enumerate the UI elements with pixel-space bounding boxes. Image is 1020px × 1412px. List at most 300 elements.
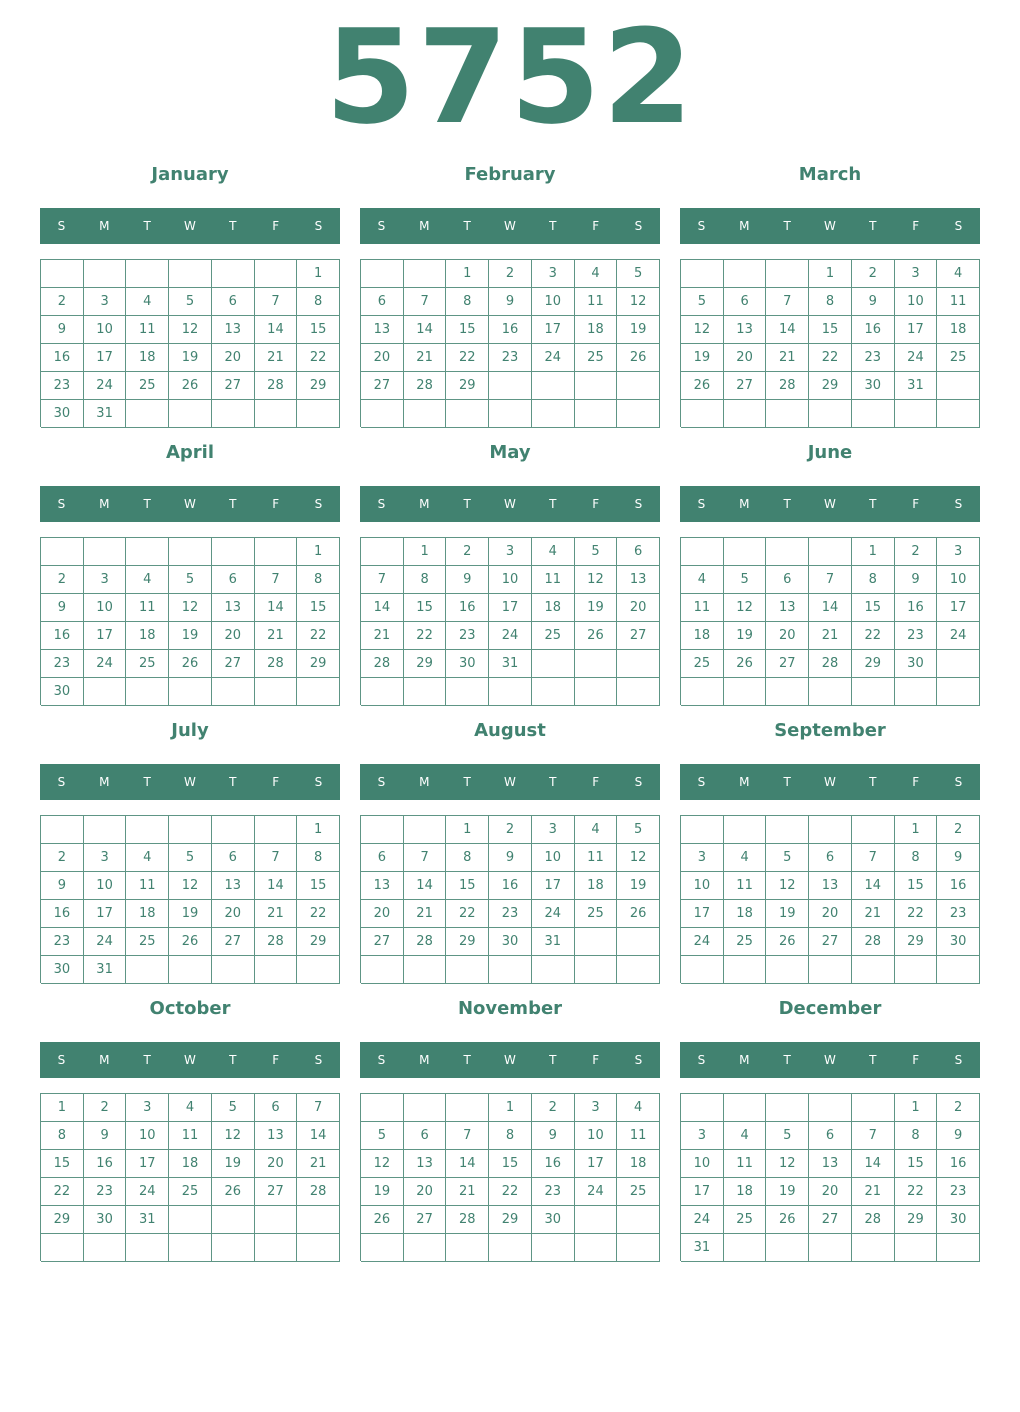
day-cell: 16 [84,1150,127,1178]
weekday-label: T [229,497,237,511]
day-cell [126,956,169,984]
day-cell: 7 [852,1122,895,1150]
week-row [361,594,660,622]
day-cell [681,956,724,984]
day-cell: 18 [126,900,169,928]
day-cell: 27 [212,650,255,678]
weekday-label: S [314,219,323,233]
day-cell: 15 [297,872,340,900]
day-cell: 21 [852,900,895,928]
day-cell [489,956,532,984]
day-cell: 17 [895,316,938,344]
weekday-label: S [57,1053,66,1067]
weekday-label: S [57,775,66,789]
week-row [361,260,660,288]
day-cell: 4 [126,288,169,316]
day-cell: 5 [617,816,660,844]
day-cell [84,260,127,288]
day-cell [361,538,404,566]
day-cell [255,956,298,984]
day-cell: 10 [681,1150,724,1178]
day-cell: 31 [681,1234,724,1262]
weekday-label: S [697,1053,706,1067]
day-cell: 20 [212,622,255,650]
day-cell: 22 [852,622,895,650]
weekday-label: S [634,219,643,233]
day-cell: 6 [361,288,404,316]
day-cell [446,956,489,984]
day-cell: 20 [617,594,660,622]
day-cell: 14 [446,1150,489,1178]
day-grid [40,259,340,427]
day-cell: 13 [255,1122,298,1150]
day-cell: 21 [255,622,298,650]
day-cell: 27 [361,928,404,956]
weekday-label: S [377,219,386,233]
day-cell: 16 [937,1150,980,1178]
day-cell [255,400,298,428]
day-cell: 19 [617,316,660,344]
day-cell [766,260,809,288]
day-cell [212,260,255,288]
week-row [41,566,340,594]
month-name: April [165,442,215,463]
day-cell: 4 [937,260,980,288]
day-cell: 2 [489,816,532,844]
weekday-header [40,764,340,800]
day-cell: 21 [404,900,447,928]
day-cell: 10 [937,566,980,594]
day-cell: 10 [532,844,575,872]
day-cell: 11 [681,594,724,622]
weekday-label: M [739,1053,750,1067]
day-cell: 4 [681,566,724,594]
day-cell: 3 [681,1122,724,1150]
day-cell: 12 [212,1122,255,1150]
day-cell: 11 [126,316,169,344]
day-cell: 17 [84,900,127,928]
day-cell: 18 [724,1178,767,1206]
weekday-label: F [272,1053,280,1067]
day-cell [41,260,84,288]
day-grid [360,1093,660,1261]
day-cell [575,956,618,984]
week-row [41,372,340,400]
day-cell: 24 [575,1178,618,1206]
day-cell: 7 [404,288,447,316]
week-row [41,400,340,428]
weekday-header [360,764,660,800]
day-cell: 26 [681,372,724,400]
weekday-label: S [954,219,963,233]
day-cell: 24 [681,1206,724,1234]
day-cell: 21 [852,1178,895,1206]
day-cell [169,260,212,288]
day-cell [212,816,255,844]
week-row [361,1122,660,1150]
weekday-label: F [592,1053,600,1067]
day-cell [404,816,447,844]
weekday-label: T [549,219,557,233]
day-cell: 11 [532,566,575,594]
day-cell: 16 [489,872,532,900]
day-cell: 17 [681,900,724,928]
day-cell: 12 [766,1150,809,1178]
day-cell: 3 [575,1094,618,1122]
day-cell: 20 [809,1178,852,1206]
week-row [361,288,660,316]
month-name: June [807,442,853,463]
day-cell: 19 [169,900,212,928]
day-cell [681,816,724,844]
week-row [681,1206,980,1234]
day-cell: 6 [361,844,404,872]
day-cell: 29 [404,650,447,678]
day-cell [895,1234,938,1262]
day-cell [809,1234,852,1262]
day-cell: 22 [809,344,852,372]
day-cell: 4 [126,844,169,872]
day-cell [809,816,852,844]
month-august [360,716,660,986]
day-cell [809,400,852,428]
weekday-header [360,208,660,244]
day-cell: 8 [297,566,340,594]
day-cell [169,816,212,844]
day-cell [617,956,660,984]
day-cell: 27 [404,1206,447,1234]
weekday-label: W [184,497,196,511]
day-cell [766,1094,809,1122]
day-cell: 7 [766,288,809,316]
day-cell [126,816,169,844]
day-cell: 9 [532,1122,575,1150]
day-cell [724,260,767,288]
day-cell: 14 [404,872,447,900]
day-cell: 17 [532,316,575,344]
day-cell [852,816,895,844]
day-cell [489,372,532,400]
day-cell: 23 [532,1178,575,1206]
week-row [681,566,980,594]
day-cell [724,816,767,844]
day-cell: 8 [446,288,489,316]
day-cell: 25 [126,372,169,400]
weekday-label: W [824,497,836,511]
day-cell: 16 [895,594,938,622]
day-cell [575,1206,618,1234]
week-row [681,872,980,900]
day-cell: 12 [361,1150,404,1178]
day-cell [361,956,404,984]
day-cell: 7 [361,566,404,594]
day-grid [680,537,980,705]
day-cell: 4 [724,1122,767,1150]
day-cell [297,678,340,706]
day-cell: 5 [169,566,212,594]
day-cell: 6 [766,566,809,594]
day-cell: 22 [297,900,340,928]
day-cell: 9 [895,566,938,594]
day-cell [84,678,127,706]
day-cell: 10 [575,1122,618,1150]
weekday-label: T [869,219,877,233]
day-cell: 17 [937,594,980,622]
day-cell: 8 [41,1122,84,1150]
day-cell: 25 [169,1178,212,1206]
weekday-label: W [824,775,836,789]
weekday-label: S [697,775,706,789]
day-cell: 17 [532,872,575,900]
day-cell: 8 [404,566,447,594]
week-row [41,1178,340,1206]
day-cell [575,678,618,706]
weekday-label: S [954,775,963,789]
weekday-label: T [783,219,791,233]
day-cell: 11 [724,1150,767,1178]
week-row [361,566,660,594]
day-cell: 23 [84,1178,127,1206]
day-cell: 17 [575,1150,618,1178]
day-cell: 8 [489,1122,532,1150]
weekday-label: T [783,497,791,511]
day-cell: 28 [255,372,298,400]
day-cell: 2 [895,538,938,566]
day-cell: 21 [809,622,852,650]
day-cell: 16 [852,316,895,344]
month-march [680,160,980,430]
day-cell: 18 [937,316,980,344]
weekday-label: S [697,219,706,233]
day-cell: 13 [617,566,660,594]
day-cell: 19 [169,622,212,650]
day-cell: 16 [41,344,84,372]
week-row [681,844,980,872]
day-cell: 6 [255,1094,298,1122]
week-row [681,260,980,288]
day-cell [724,1094,767,1122]
day-cell: 18 [617,1150,660,1178]
week-row [361,678,660,706]
day-cell [212,1206,255,1234]
day-cell: 5 [766,844,809,872]
day-cell: 16 [937,872,980,900]
week-row [41,538,340,566]
day-cell [766,956,809,984]
day-cell: 3 [532,816,575,844]
day-cell: 17 [681,1178,724,1206]
day-cell: 1 [895,1094,938,1122]
day-cell: 8 [297,844,340,872]
week-row [41,288,340,316]
weekday-label: S [377,497,386,511]
day-cell [169,1206,212,1234]
day-cell: 15 [297,594,340,622]
day-cell: 24 [489,622,532,650]
day-cell: 30 [41,678,84,706]
day-grid [360,537,660,705]
day-cell: 1 [446,260,489,288]
day-cell: 30 [84,1206,127,1234]
day-cell [724,1234,767,1262]
day-cell: 11 [126,594,169,622]
month-july [40,716,340,986]
month-name: March [798,164,862,185]
week-row [361,622,660,650]
day-cell: 4 [575,260,618,288]
day-cell: 11 [575,288,618,316]
day-cell: 5 [617,260,660,288]
day-grid [360,259,660,427]
day-cell: 19 [169,344,212,372]
day-cell: 18 [126,622,169,650]
day-cell: 24 [681,928,724,956]
day-cell: 10 [84,594,127,622]
day-cell [361,400,404,428]
day-cell: 3 [937,538,980,566]
day-cell: 12 [766,872,809,900]
day-cell: 29 [809,372,852,400]
day-cell [446,678,489,706]
month-name: September [774,720,886,741]
day-cell: 22 [446,344,489,372]
day-cell: 28 [255,650,298,678]
day-cell: 12 [575,566,618,594]
day-cell: 27 [617,622,660,650]
weekday-label: S [634,497,643,511]
weekday-label: M [99,219,110,233]
week-row [41,260,340,288]
day-cell: 13 [404,1150,447,1178]
day-cell: 18 [169,1150,212,1178]
week-row [681,928,980,956]
day-cell [297,1234,340,1262]
day-cell [575,372,618,400]
day-cell: 11 [575,844,618,872]
day-cell: 14 [852,1150,895,1178]
week-row [41,1206,340,1234]
day-cell: 23 [446,622,489,650]
day-cell: 27 [724,372,767,400]
day-cell: 24 [84,372,127,400]
week-row [361,372,660,400]
weekday-label: F [912,219,920,233]
day-cell: 8 [297,288,340,316]
weekday-header [40,486,340,522]
month-name: February [464,164,556,185]
day-cell: 22 [297,344,340,372]
day-cell: 12 [617,288,660,316]
day-cell: 23 [41,372,84,400]
day-cell: 21 [255,344,298,372]
weekday-label: F [592,219,600,233]
day-cell: 31 [895,372,938,400]
day-cell: 4 [532,538,575,566]
weekday-header [680,486,980,522]
day-cell [809,956,852,984]
day-cell: 30 [937,928,980,956]
day-cell: 13 [212,316,255,344]
day-cell: 27 [809,1206,852,1234]
day-cell: 25 [724,928,767,956]
day-cell: 19 [724,622,767,650]
weekday-label: S [314,775,323,789]
day-cell: 25 [126,928,169,956]
day-cell [895,678,938,706]
day-cell: 11 [937,288,980,316]
day-cell: 12 [724,594,767,622]
day-cell: 23 [852,344,895,372]
day-cell [41,816,84,844]
day-cell: 6 [617,538,660,566]
day-cell: 2 [532,1094,575,1122]
day-cell: 19 [617,872,660,900]
day-cell: 22 [489,1178,532,1206]
day-cell: 26 [724,650,767,678]
day-cell: 15 [895,1150,938,1178]
day-cell: 26 [617,344,660,372]
week-row [361,1094,660,1122]
day-cell [766,1234,809,1262]
week-row [681,594,980,622]
week-row [41,344,340,372]
day-cell [766,400,809,428]
day-cell: 7 [255,844,298,872]
day-cell: 23 [937,900,980,928]
day-cell: 7 [255,288,298,316]
day-cell [361,1234,404,1262]
day-cell [681,538,724,566]
weekday-label: W [824,219,836,233]
day-cell: 30 [895,650,938,678]
week-row [361,872,660,900]
day-cell: 1 [297,260,340,288]
day-cell: 25 [724,1206,767,1234]
week-row [41,316,340,344]
day-cell [809,1094,852,1122]
month-december [680,994,980,1264]
day-cell: 16 [41,622,84,650]
day-cell: 18 [532,594,575,622]
day-cell: 9 [937,1122,980,1150]
week-row [361,956,660,984]
day-cell: 29 [297,650,340,678]
day-cell: 15 [297,316,340,344]
day-cell: 1 [404,538,447,566]
day-cell: 19 [766,1178,809,1206]
day-cell: 9 [84,1122,127,1150]
day-cell [446,400,489,428]
day-cell: 26 [212,1178,255,1206]
weekday-label: W [504,775,516,789]
day-cell [361,816,404,844]
day-cell: 11 [724,872,767,900]
day-cell: 10 [489,566,532,594]
week-row [361,400,660,428]
day-cell [852,956,895,984]
weekday-label: F [912,1053,920,1067]
day-cell: 2 [446,538,489,566]
day-cell: 26 [361,1206,404,1234]
day-cell: 1 [809,260,852,288]
day-cell: 27 [809,928,852,956]
day-cell: 21 [446,1178,489,1206]
week-row [361,900,660,928]
day-cell: 27 [212,372,255,400]
day-cell: 5 [575,538,618,566]
day-cell: 27 [361,372,404,400]
day-cell [724,678,767,706]
